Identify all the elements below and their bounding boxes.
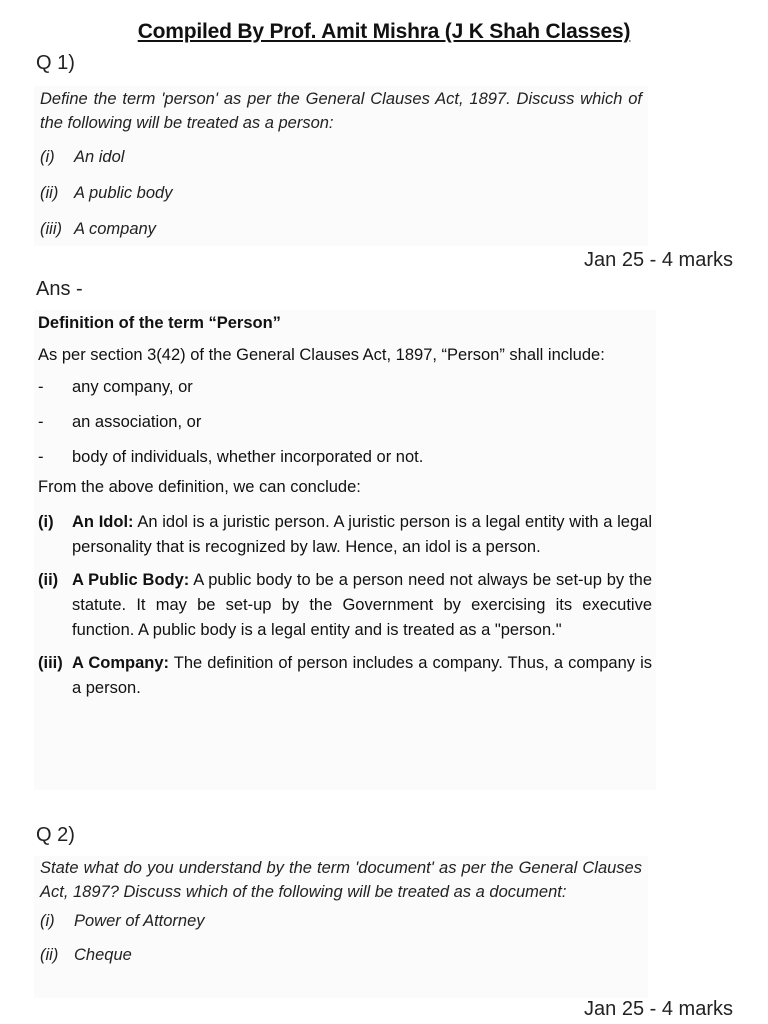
question-2-marks: Jan 25 - 4 marks xyxy=(584,998,733,1020)
list-item: - any company, or xyxy=(38,378,193,396)
question-2-label: Q 2) xyxy=(36,824,75,846)
list-item: - an association, or xyxy=(38,413,202,431)
question-1-label: Q 1) xyxy=(36,52,75,74)
definition-list xyxy=(38,370,652,475)
conclusion-text: From the above definition, we can conclude: xyxy=(38,478,361,496)
option-item: (ii) Cheque xyxy=(40,946,132,964)
question-2-box xyxy=(34,856,648,998)
question-1-text: Define the term 'person' as per the General Clauses Act, 1897. Discuss which of the following will be treated as a person: xyxy=(40,90,642,132)
point-public-body: (ii) A Public Body: A public body to be a person need not always be set-up by the statute. It may be set-up by the Government by exercising its executive function. A public body is a legal entity and is treated as a "person." xyxy=(38,571,652,639)
point-company: (iii) A Company: The definition of person includes a company. Thus, a company is a person. xyxy=(38,654,652,697)
option-item: (i) An idol xyxy=(40,148,125,166)
page-title: Compiled By Prof. Amit Mishra (J K Shah Classes) xyxy=(137,20,631,43)
point-idol: (i) An Idol: An idol is a juristic person. A juristic person is a legal entity with a legal personality that is recognized by law. Hence, an idol is a person. xyxy=(38,513,653,556)
question-1-options xyxy=(34,139,648,247)
answer-label: Ans - xyxy=(36,278,83,300)
option-item: (iii) A company xyxy=(40,220,156,238)
answer-box xyxy=(34,310,656,790)
definition-intro: As per section 3(42) of the General Clauses Act, 1897, “Person” shall include: xyxy=(38,346,605,364)
answer-heading: Definition of the term “Person” xyxy=(38,314,281,332)
option-item: (i) Power of Attorney xyxy=(40,912,205,930)
question-2-text: State what do you understand by the term 'document' as per the General Clauses Act, 1897? Discuss which of the following will be treated as a document: xyxy=(40,859,642,901)
question-2-options xyxy=(34,904,648,972)
question-1-marks: Jan 25 - 4 marks xyxy=(584,249,733,271)
question-1-box xyxy=(34,86,648,246)
option-item: (ii) A public body xyxy=(40,184,173,202)
list-item: - body of individuals, whether incorporated or not. xyxy=(38,448,424,466)
